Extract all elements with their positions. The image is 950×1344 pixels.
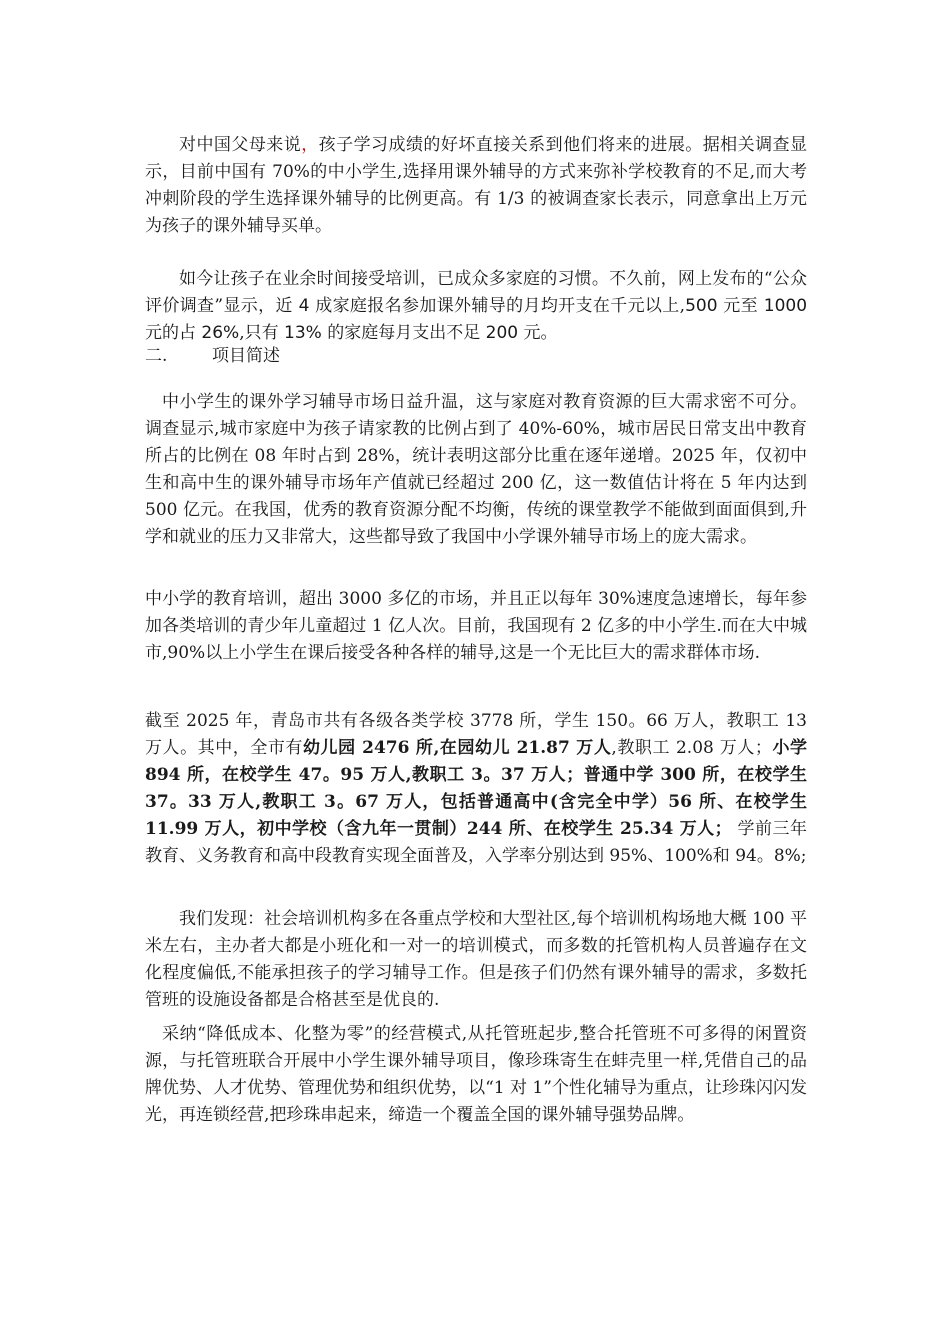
paragraph-qingdao-stats — [145, 708, 807, 870]
text-span: 元的占 — [145, 323, 202, 343]
text-span: 成家庭报名参加课外辅导的月均开支在千元以上, — [309, 296, 686, 316]
number-span: 500 — [685, 296, 718, 316]
section-title: 项目简述 — [212, 346, 280, 366]
text-span: 元。 — [518, 323, 558, 343]
paragraph-parents — [145, 132, 807, 240]
number-span: 200 — [485, 323, 519, 343]
text-span: ,只有 — [239, 323, 285, 343]
paragraph-market-warming: 中小学生的课外学习辅导市场日益升温，这与家庭对教育资源的巨大需求密不可分。调查显示,城市家庭中为孩子请家教的比例占到了 40%-60%，城市居民日常支出中教育所占的比例在 08 年时占到 28%，统计表明这部分比重在逐年递增。2025 年，仅初中生和高中生的课外辅导市场年产值就已经超过 200 亿，这一数值估计将在 5 年内达到 500 亿元。在我国，优秀的教育资源分配不均衡，传统的课堂教学不能做到面面俱到,升学和就业的压力又非常大，这些都导致了我国中小学课外辅导市场上的庞大需求。 — [145, 392, 807, 547]
number-span: 13% — [284, 323, 322, 343]
number-span: 1000 — [763, 296, 808, 316]
text-span: 对中国父母来说 — [179, 135, 302, 155]
text-span: 元至 — [717, 296, 764, 316]
section-heading — [145, 343, 280, 370]
paragraph-training-market: 中小学的教育培训，超出 3000 多亿的市场，并且正以每年 30%速度急速增长，每年参加各类培训的青少年儿童超过 1 亿人次。目前，我国现有 2 亿多的中小学生.而在大中城市,90%以上小学生在课后接受各种各样的辅导,这是一个无比巨大的需求群体市场. — [145, 589, 807, 663]
text-span: 学前三年教育、义务教育和高中段教育实现全面普及，入学率分别达到 95%、100%和 94。8%; — [145, 819, 808, 866]
number-span: 26% — [201, 323, 240, 343]
section-number: 二. — [145, 346, 168, 366]
number-span: 4 — [298, 296, 310, 316]
paragraph-business-model: 采纳“降低成本、化整为零”的经营模式,从托管班起步,整合托管班不可多得的闲置资源，与托管班联合开展中小学生课外辅导项目，像珍珠寄生在蚌壳里一样,凭借自己的品牌优势、人才优势、管理优势和组织优势，以“1 对 1”个性化辅导为重点，让珍珠闪闪发光，再连锁经营,把珍珠串起来，缔造一个覆盖全国的课外辅导强势品牌。 — [145, 1024, 807, 1125]
paragraph-findings: 我们发现：社会培训机构多在各重点学校和大型社区,每个培训机构场地大概 100 平米左右，主办者大都是小班化和一对一的培训模式，而多数的托管机构人员普遍存在文化程度偏低,不能承担孩子的学习辅导工作。但是孩子们仍然有课外辅导的需求，多数托管班的设施设备都是合格甚至是优良的. — [145, 909, 807, 1010]
paragraph-training-habit — [145, 266, 807, 347]
text-span: 孩子学习成绩的好坏直接关系到他们将来的进展。据相关调查显示，目前中国有 70%的中小学生,选择用课外辅导的方式来弥补学校教育的不足,而大考冲刺阶段的学生选择课外辅导的比例更高。有 1/3 的被调查家长表示，同意拿出上万元为孩子的课外辅导买单。 — [145, 135, 808, 236]
red-comma: ， — [301, 135, 319, 155]
bold-span: 小学 894 所，在校学生 47。95 万人,教职工 3。37 万人；普通中学 300 所，在校学生 37。33 万人,教职工 3。67 万人，包括普通高中(含完全中学）56 所、在校学生 11.99 万人，初中学校（含九年一贯制）244 所、在校学生 25.34 万人； — [145, 738, 808, 839]
text-span: 如今让孩子在业余时间接受培训，已成众多家庭的习惯。不久前，网上发布的“公众评价调查”显示，近 — [145, 269, 807, 316]
bold-span: 幼儿园 2476 所,在园幼儿 21.87 万人 — [302, 738, 612, 758]
text-span: ,教职工 2.08 万人； — [611, 738, 772, 758]
text-span: 截至 2025 年，青岛市共有各级各类学校 3778 所，学生 150。66 万人，教职工 13 万人。其中，全市有 — [145, 711, 807, 758]
text-span: 的家庭每月支出不足 — [321, 323, 486, 343]
